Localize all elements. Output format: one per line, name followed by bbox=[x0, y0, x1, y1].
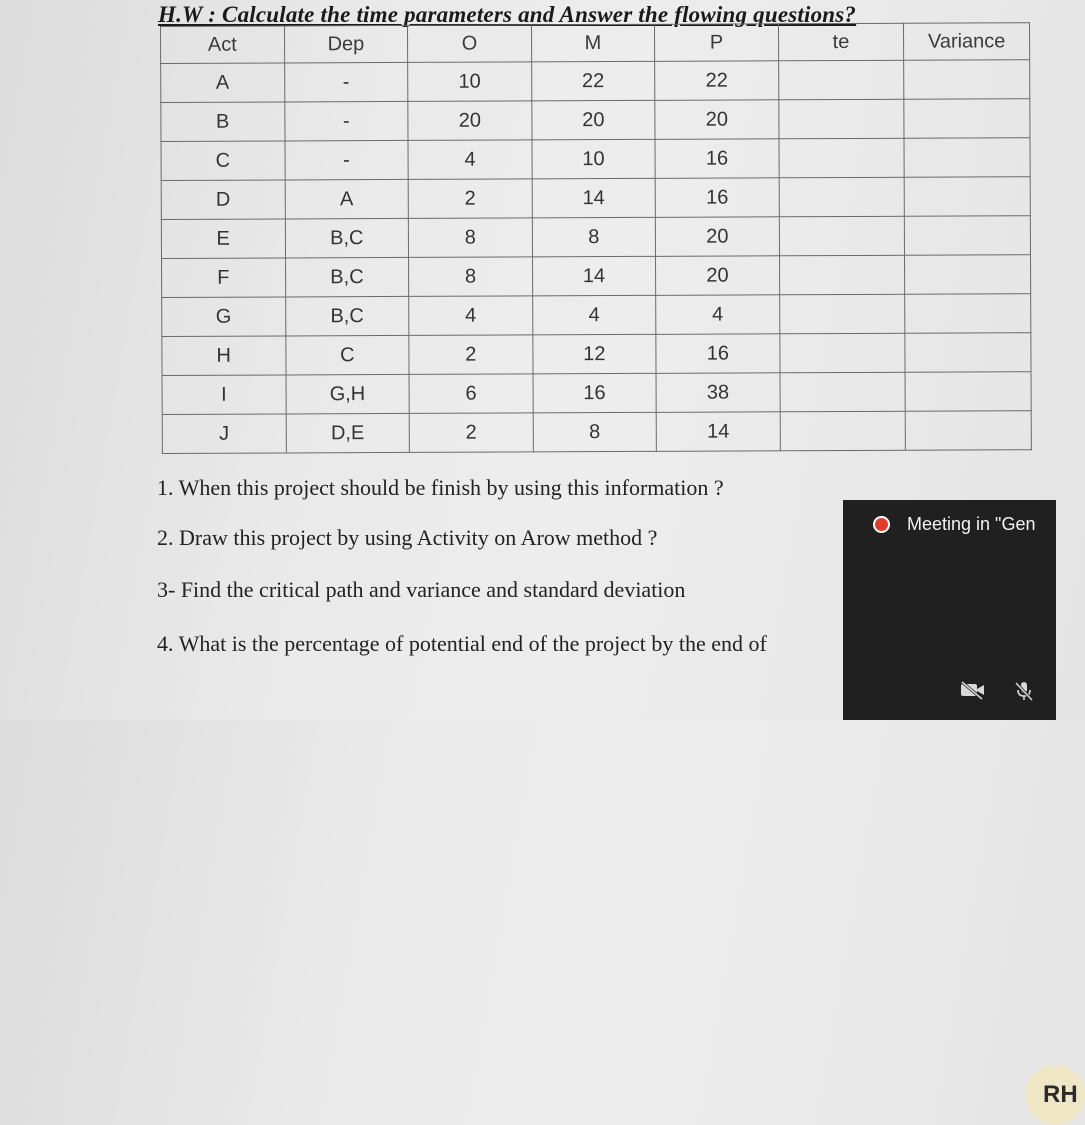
cell-te bbox=[779, 177, 905, 217]
cell-act: A bbox=[161, 63, 285, 103]
meeting-status-text: Meeting in "Gen bbox=[907, 514, 1036, 534]
table-row bbox=[162, 333, 1031, 376]
question-2: 2. Draw this project by using Activity on Arow method ? bbox=[157, 525, 658, 550]
header-o: O bbox=[408, 25, 532, 63]
cell-variance bbox=[905, 255, 1031, 295]
cell-m: 12 bbox=[533, 334, 657, 374]
table-row bbox=[161, 216, 1030, 259]
cell-act: I bbox=[162, 375, 286, 415]
header-p: P bbox=[655, 24, 779, 62]
header-variance: Variance bbox=[904, 23, 1030, 61]
cell-m: 8 bbox=[532, 217, 656, 257]
cell-dep: - bbox=[285, 140, 409, 180]
time-parameters-table bbox=[160, 22, 1032, 454]
header-dep: Dep bbox=[284, 25, 408, 63]
cell-p: 20 bbox=[655, 100, 779, 140]
cell-variance bbox=[904, 138, 1030, 178]
cell-p: 4 bbox=[656, 295, 780, 335]
cell-o: 8 bbox=[409, 257, 533, 297]
recording-dot-icon bbox=[873, 516, 890, 533]
question-1: 1. When this project should be finish by using this information ? bbox=[157, 475, 724, 500]
cell-m: 22 bbox=[531, 61, 655, 101]
table-row bbox=[161, 138, 1030, 181]
cell-o: 6 bbox=[409, 374, 533, 414]
cell-o: 4 bbox=[409, 296, 533, 336]
cell-dep: B,C bbox=[285, 257, 409, 297]
cell-p: 14 bbox=[656, 412, 780, 452]
cell-o: 8 bbox=[408, 218, 532, 258]
cell-dep: A bbox=[285, 179, 409, 219]
table-row bbox=[162, 294, 1031, 337]
cell-act: F bbox=[162, 258, 286, 298]
cell-m: 16 bbox=[533, 373, 657, 413]
cell-m: 10 bbox=[532, 139, 656, 179]
cell-te bbox=[780, 333, 906, 373]
cell-act: G bbox=[162, 297, 286, 337]
table-header-row bbox=[161, 23, 1030, 64]
cell-o: 10 bbox=[408, 62, 532, 102]
question-4: 4. What is the percentage of potential end of the project by the end of bbox=[157, 631, 767, 656]
table-row bbox=[162, 255, 1031, 298]
cell-m: 14 bbox=[532, 256, 656, 296]
cell-p: 16 bbox=[656, 334, 780, 374]
cell-act: H bbox=[162, 336, 286, 376]
cell-act: D bbox=[161, 180, 285, 220]
cell-variance bbox=[904, 60, 1030, 100]
cell-dep: B,C bbox=[285, 218, 409, 258]
header-act: Act bbox=[161, 26, 285, 64]
cell-m: 14 bbox=[532, 178, 656, 218]
homework-title: H.W : Calculate the time parameters and Answer the flowing questions? bbox=[158, 2, 857, 27]
mic-off-icon[interactable] bbox=[1013, 680, 1035, 706]
table-row bbox=[161, 99, 1030, 142]
cell-p: 22 bbox=[655, 61, 779, 101]
cell-te bbox=[780, 372, 906, 412]
cell-p: 16 bbox=[655, 178, 779, 218]
header-te: te bbox=[778, 23, 904, 61]
cell-o: 2 bbox=[409, 413, 533, 453]
cell-variance bbox=[904, 177, 1030, 217]
cell-dep: C bbox=[285, 335, 409, 375]
table-row bbox=[162, 372, 1031, 415]
cell-o: 2 bbox=[409, 335, 533, 375]
cell-p: 16 bbox=[655, 139, 779, 179]
cell-te bbox=[780, 411, 906, 451]
cell-te bbox=[779, 216, 905, 256]
cell-te bbox=[779, 138, 905, 178]
cell-p: 38 bbox=[656, 373, 780, 413]
cell-te bbox=[779, 99, 905, 139]
table-row bbox=[162, 411, 1031, 454]
header-m: M bbox=[531, 24, 655, 62]
cell-o: 20 bbox=[408, 101, 532, 141]
cell-act: E bbox=[161, 219, 285, 259]
cell-o: 2 bbox=[408, 179, 532, 219]
cell-variance bbox=[905, 411, 1031, 451]
cell-p: 20 bbox=[656, 217, 780, 257]
cell-dep: - bbox=[284, 62, 408, 102]
meeting-overlay-panel[interactable] bbox=[843, 500, 1078, 1108]
cell-m: 4 bbox=[532, 295, 656, 335]
cell-m: 8 bbox=[533, 412, 657, 452]
cell-dep: B,C bbox=[285, 296, 409, 336]
cell-variance bbox=[905, 372, 1031, 412]
cell-dep: G,H bbox=[286, 374, 410, 414]
cell-te bbox=[779, 255, 905, 295]
cell-act: C bbox=[161, 141, 285, 181]
camera-off-icon[interactable] bbox=[960, 680, 986, 704]
cell-dep: - bbox=[284, 101, 408, 141]
question-3: 3- Find the critical path and variance and standard deviation bbox=[157, 577, 686, 602]
avatar: RH bbox=[1025, 1065, 1085, 1125]
cell-variance bbox=[904, 99, 1030, 139]
cell-dep: D,E bbox=[286, 413, 410, 453]
cell-te bbox=[779, 294, 905, 334]
table-row bbox=[161, 177, 1030, 220]
cell-act: J bbox=[162, 414, 286, 454]
cell-p: 20 bbox=[656, 256, 780, 296]
cell-te bbox=[778, 60, 904, 100]
cell-act: B bbox=[161, 102, 285, 142]
cell-variance bbox=[905, 294, 1031, 334]
cell-o: 4 bbox=[408, 140, 532, 180]
cell-m: 20 bbox=[531, 100, 655, 140]
cell-variance bbox=[905, 333, 1031, 373]
cell-variance bbox=[905, 216, 1031, 256]
table-row bbox=[161, 60, 1030, 103]
